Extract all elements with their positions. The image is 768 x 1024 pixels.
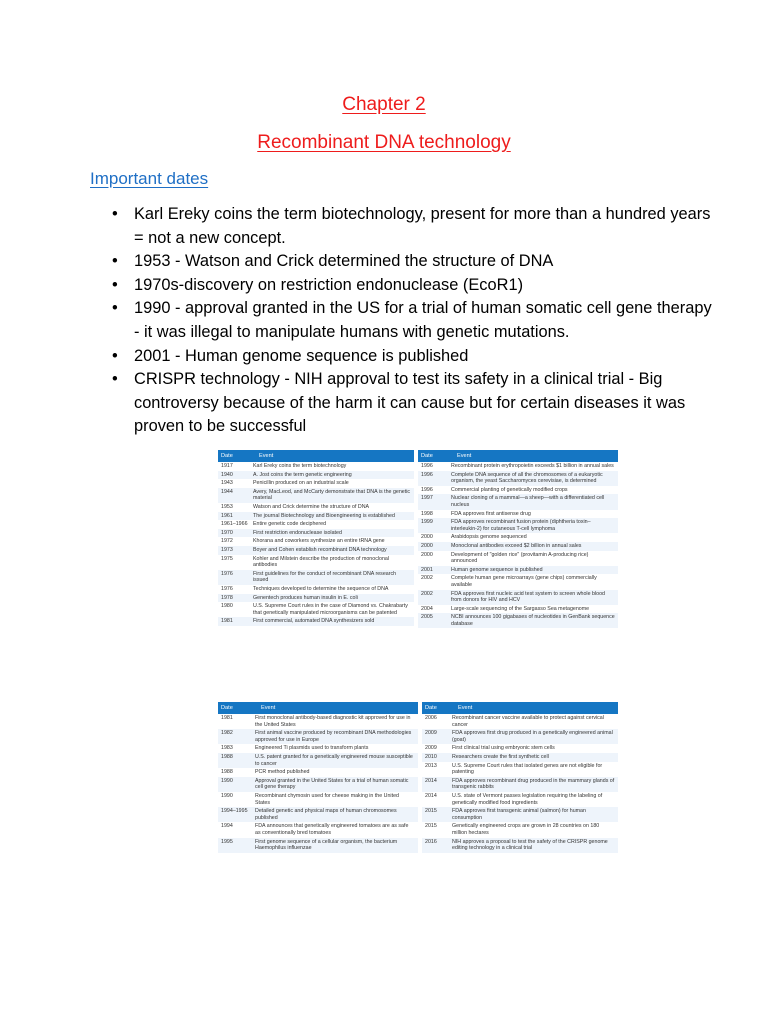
row-event: Human genome sequence is published [451,566,543,573]
row-event: U.S. patent granted for a genetically engineered mouse susceptible to cancer [255,753,413,767]
row-date: 1999 [421,519,433,526]
row-date: 2000 [421,534,433,541]
row-event: U.S. Supreme Court rules that isolated genes are not eligible for patenting [452,762,603,776]
table-row [418,471,618,486]
row-date: 1994 [221,823,233,830]
table-row [422,777,618,792]
row-event: Engineered Ti plasmids used to transform plants [255,745,369,752]
row-date: 1983 [221,745,233,752]
row-date: 1997 [421,495,433,502]
row-date: 2002 [421,590,433,597]
row-date: 1978 [221,594,233,601]
row-date: 2005 [421,614,433,621]
row-event: Large-scale sequencing of the Sargasso Sea metagenome [451,605,590,612]
row-date: 1988 [221,769,233,776]
table-row [422,838,618,853]
row-date: 1982 [221,730,233,737]
row-date: 2015 [425,808,437,815]
table-row [218,520,414,529]
timeline-table-left-column [218,702,418,880]
table-row [218,768,418,777]
table-row [418,533,618,542]
table-row [418,486,618,495]
row-date: 1998 [421,510,433,517]
list-item: • Karl Ereky coins the term biotechnology, present for more than a hundred years = not a new concept. [134,203,714,250]
row-date: 2001 [421,566,433,573]
row-event: Development of "golden rice" (provitamin A-producing rice) announced [451,551,589,565]
timeline-table-image-2 [218,702,618,880]
table-row [218,822,418,837]
row-date: 1994–1995 [221,808,248,815]
table-row [218,479,414,488]
row-date: 2000 [421,551,433,558]
row-event: First clinical trial using embryonic stem cells [452,745,555,752]
date-header: Date [425,705,437,711]
row-date: 1996 [421,486,433,493]
row-date: 1961–1966 [221,521,248,528]
row-event: Genetically engineered crops are grown in 28 countries on 180 million hectares [452,823,600,836]
table-row [218,594,414,603]
table-row [418,462,618,471]
row-event: FDA announces that genetically engineered tomatoes are as safe as conventionally bred tomatoes [255,823,409,836]
list-item: • 1953 - Watson and Crick determined the structure of DNA [134,250,714,274]
row-date: 1976 [221,585,233,592]
row-date: 2000 [421,542,433,549]
table-header [218,450,414,462]
row-event: PCR method published [255,769,310,776]
row-date: 2010 [425,753,437,760]
row-date: 1996 [421,463,433,469]
table-row [422,753,618,762]
row-event: FDA approves first drug produced in a genetically engineered animal (goat) [452,730,613,743]
table-row [218,529,414,538]
date-header: Date [221,705,233,711]
table-row [418,510,618,519]
timeline-table-right-column [422,702,618,880]
event-header: Event [259,453,274,459]
row-event: Complete human gene microarrays (gene chips) commercially available [451,575,597,588]
table-rows [218,462,414,626]
table-row [418,551,618,566]
table-row [218,555,414,570]
row-event: First restriction endonuclease isolated [253,529,342,536]
timeline-table-left-column [218,450,414,675]
table-row [422,729,618,744]
row-date: 2014 [425,777,437,784]
table-row [218,471,414,480]
row-event: Nuclear cloning of a mammal—a sheep—with a differentiated cell nucleus [451,495,605,508]
list-item: • 1990 - approval granted in the US for a trial of human somatic cell gene therapy - it was illegal to manipulate humans with genetic mutations. [134,297,714,344]
row-event: Genentech produces human insulin in E. coli [253,594,358,601]
row-event: U.S. state of Vermont passes legislation requiring the labeling of genetically modified food ingredients [452,792,603,806]
row-date: 2015 [425,823,437,830]
row-event: Entire genetic code deciphered [253,521,327,528]
row-event: FDA approves first antisense drug [451,510,531,517]
table-row [218,512,414,521]
row-date: 1995 [221,838,233,845]
row-event: NIH approves a proposal to test the safety of the CRISPR genome editing technology in a clinical trial [452,838,608,852]
document-title: Recombinant DNA technology [257,132,511,153]
row-date: 1981 [221,618,233,625]
row-date: 1996 [421,471,433,478]
table-row [418,590,618,605]
table-row [418,613,618,628]
table-row [218,744,418,753]
table-rows [422,714,618,853]
timeline-table-right-column [418,450,618,675]
row-event: First guidelines for the conduct of recombinant DNA research issued [253,570,397,584]
table-row [418,605,618,614]
row-date: 1970 [221,529,233,536]
table-row [218,617,414,626]
table-row [418,518,618,533]
row-event: Recombinant chymosin used for cheese making in the United States [255,792,399,806]
row-date: 1981 [221,715,233,721]
row-date: 2014 [425,792,437,799]
table-row [418,542,618,551]
table-row [218,537,414,546]
table-row [218,807,418,822]
list-item: • CRISPR technology - NIH approval to test its safety in a clinical trial - Big controversy because of the harm it can cause but for certain diseases it was proven to be successful [134,368,714,439]
table-row [218,714,418,729]
list-item: • 2001 - Human genome sequence is published [134,345,714,369]
row-event: Watson and Crick determine the structure of DNA [253,503,370,510]
row-event: FDA approves recombinant fusion protein (diphtheria toxin–interleukin-2) for cutaneous T-cell lymphoma [451,519,591,532]
row-event: Avery, MacLeod, and McCarty demonstrate that DNA is the genetic material [253,488,411,502]
row-event: FDA approves first nucleic acid test system to screen whole blood from donors for HIV and HCV [451,590,605,604]
table-rows [418,462,618,628]
row-event: U.S. Supreme Court rules in the case of Diamond vs. Chakrabarty that genetically manipulated microorganisms can be patented [253,603,408,616]
row-date: 1944 [221,488,233,495]
row-date: 1961 [221,512,233,519]
row-date: 1990 [221,777,233,784]
row-event: FDA approves recombinant drug produced in the mammary glands of transgenic rabbits [452,777,615,791]
table-row [418,574,618,589]
row-event: Penicillin produced on an industrial scale [253,480,349,487]
row-event: Kohler and Milstein describe the production of monoclonal antibodies [253,555,390,569]
table-row [218,570,414,585]
row-date: 2016 [425,838,437,845]
table-row [218,792,418,807]
table-row [422,807,618,822]
row-date: 1988 [221,753,233,760]
table-row [218,503,414,512]
bullet-list [90,203,714,439]
row-date: 1940 [221,471,233,478]
event-header: Event [457,453,472,459]
table-row [218,602,414,617]
row-date: 2002 [421,575,433,582]
row-event: NCBI announces 100 gigabases of nucleotides in GenBank sequence database [451,614,615,627]
table-row [418,494,618,509]
row-event: Complete DNA sequence of all the chromosomes of a eukaryotic organism, the yeast Saccharomyces cerevisiae, is determined [451,471,603,485]
table-row [422,792,618,807]
row-date: 2009 [425,730,437,737]
table-row [218,753,418,768]
row-date: 2004 [421,605,433,612]
row-event: Recombinant protein erythropoietin exceeds $1 billion in annual sales [451,463,614,469]
section-heading: Important dates [90,169,209,188]
table-row [218,585,414,594]
date-header: Date [421,453,433,459]
row-date: 1976 [221,570,233,577]
row-event: Karl Ereky coins the term biotechnology [253,463,347,469]
table-row [422,744,618,753]
event-header: Event [458,705,473,711]
row-event: First monoclonal antibody-based diagnostic kit approved for use in the United States [255,715,411,728]
row-date: 1973 [221,546,233,553]
row-event: Monoclonal antibodies exceed $2 billion in annual sales [451,542,582,549]
table-header [418,450,618,462]
event-header: Event [261,705,276,711]
row-date: 1917 [221,463,233,469]
row-event: A. Jost coins the term genetic engineering [253,471,352,478]
row-date: 1975 [221,555,233,562]
table-header [422,702,618,714]
table-row [422,714,618,729]
row-event: FDA approves first transgenic animal (salmon) for human consumption [452,808,586,821]
table-row [218,546,414,555]
row-date: 1953 [221,503,233,510]
row-event: Approval granted in the United States for a trial of human somatic cell gene therapy [255,777,409,791]
table-row [218,488,414,503]
table-row [218,462,414,471]
row-event: Boyer and Cohen establish recombinant DNA technology [253,546,387,553]
row-event: Khorana and coworkers synthesize an entire tRNA gene [253,538,385,545]
row-date: 2006 [425,715,437,721]
row-event: First animal vaccine produced by recombinant DNA methodologies approved for use in Europe [255,730,412,743]
table-rows [218,714,418,853]
row-date: 1990 [221,792,233,799]
row-event: Detailed genetic and physical maps of human chromosomes published [255,808,397,821]
row-date: 1980 [221,603,233,610]
row-date: 1943 [221,480,233,487]
table-row [218,838,418,853]
row-event: Recombinant cancer vaccine available to protect against cervical cancer [452,715,604,728]
row-date: 1972 [221,538,233,545]
table-header [218,702,418,714]
table-row [418,566,618,575]
table-row [422,762,618,777]
row-event: Arabidopsis genome sequenced [451,534,527,541]
row-date: 2009 [425,745,437,752]
list-item: • 1970s-discovery on restriction endonuclease (EcoR1) [134,274,714,298]
row-event: First genome sequence of a cellular organism, the bacterium Haemophilus influenzae [255,838,398,852]
timeline-table-image-1 [218,450,618,675]
chapter-heading: Chapter 2 [342,94,426,115]
row-event: First commercial, automated DNA synthesizers sold [253,618,375,625]
row-event: Commercial planting of genetically modified crops [451,486,568,493]
table-row [422,822,618,837]
table-row [218,729,418,744]
row-date: 2013 [425,762,437,769]
row-event: Techniques developed to determine the sequence of DNA [253,585,389,592]
row-event: The journal Biotechnology and Bioengineering is established [253,512,395,519]
date-header: Date [221,453,233,459]
table-row [218,777,418,792]
row-event: Researchers create the first synthetic cell [452,753,549,760]
